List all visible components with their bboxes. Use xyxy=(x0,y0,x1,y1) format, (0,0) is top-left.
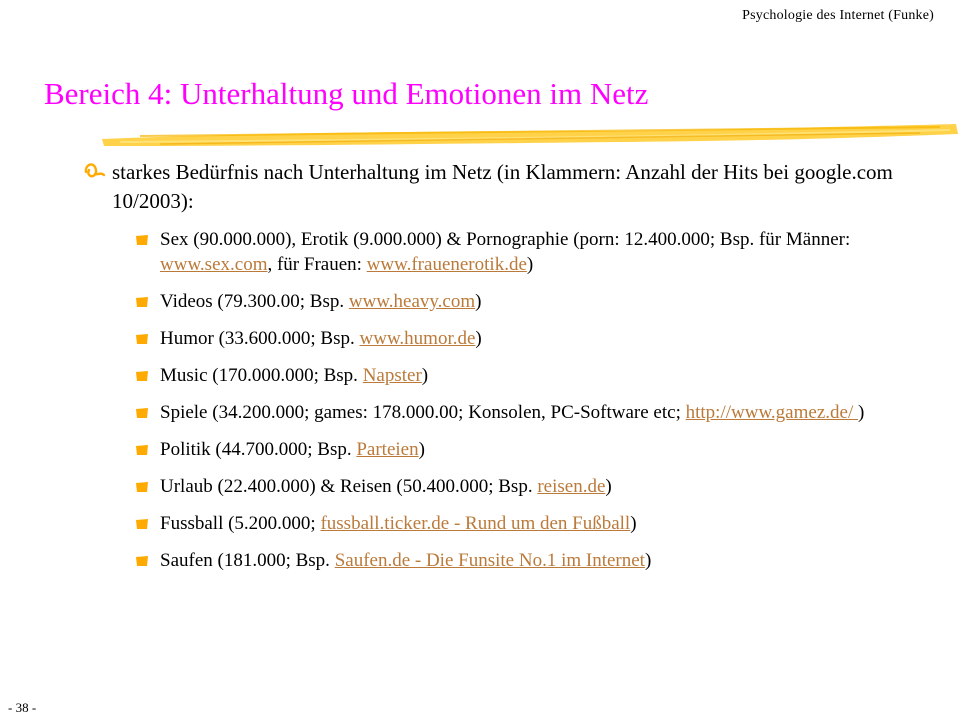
link-heavy[interactable]: www.heavy.com xyxy=(348,291,476,312)
list-item-videos: Videos (79.300.00; Bsp. www.heavy.com) xyxy=(134,289,934,314)
square-bullet-icon xyxy=(135,370,149,382)
page-number: - 38 - xyxy=(8,700,37,715)
page-title: Bereich 4: Unterhaltung und Emotionen im Netz xyxy=(44,76,649,111)
list-item-sex: Sex (90.000.000), Erotik (9.000.000) & Pornographie (porn: 12.400.000; Bsp. für Männer: www.sex.com, für Frauen: www.frauenerotik.de) xyxy=(134,227,934,277)
square-bullet-icon xyxy=(135,333,149,345)
link-frauenerotik[interactable]: www.frauenerotik.de xyxy=(366,254,527,275)
list-item-music: Music (170.000.000; Bsp. Napster) xyxy=(134,363,934,388)
square-bullet-icon xyxy=(135,518,149,530)
swirl-bullet-icon xyxy=(83,159,107,179)
list-item-urlaub: Urlaub (22.400.000) & Reisen (50.400.000; Bsp. reisen.de) xyxy=(134,474,934,499)
topic-list xyxy=(134,227,934,585)
link-humor[interactable]: www.humor.de xyxy=(359,328,476,349)
list-item-spiele: Spiele (34.200.000; games: 178.000.00; Konsolen, PC-Software etc; http://www.gamez.de/ ) xyxy=(134,400,934,425)
brush-stroke-divider xyxy=(100,122,960,150)
link-fussball-ticker[interactable]: fussball.ticker.de - Rund um den Fußball xyxy=(320,513,631,534)
square-bullet-icon xyxy=(135,481,149,493)
main-bullet-text: starkes Bedürfnis nach Unterhaltung im Netz (in Klammern: Anzahl der Hits bei google.com 10/2003): xyxy=(112,160,893,213)
main-bullet xyxy=(83,158,913,216)
square-bullet-icon xyxy=(135,234,149,246)
square-bullet-icon xyxy=(135,296,149,308)
square-bullet-icon xyxy=(135,444,149,456)
square-bullet-icon xyxy=(135,407,149,419)
list-item-humor: Humor (33.600.000; Bsp. www.humor.de) xyxy=(134,326,934,351)
list-item-saufen: Saufen (181.000; Bsp. Saufen.de - Die Funsite No.1 im Internet) xyxy=(134,548,934,573)
header-note: Psychologie des Internet (Funke) xyxy=(742,8,934,23)
square-bullet-icon xyxy=(135,555,149,567)
list-item-politik: Politik (44.700.000; Bsp. Parteien) xyxy=(134,437,934,462)
link-napster[interactable]: Napster xyxy=(362,365,422,386)
link-sex[interactable]: www.sex.com xyxy=(160,254,268,275)
link-parteien[interactable]: Parteien xyxy=(356,439,419,460)
link-saufen[interactable]: Saufen.de - Die Funsite No.1 im Internet xyxy=(334,550,645,571)
list-item-fussball: Fussball (5.200.000; fussball.ticker.de - Rund um den Fußball) xyxy=(134,511,934,536)
link-gamez[interactable]: http://www.gamez.de/ xyxy=(685,402,858,423)
link-reisen[interactable]: reisen.de xyxy=(537,476,606,497)
